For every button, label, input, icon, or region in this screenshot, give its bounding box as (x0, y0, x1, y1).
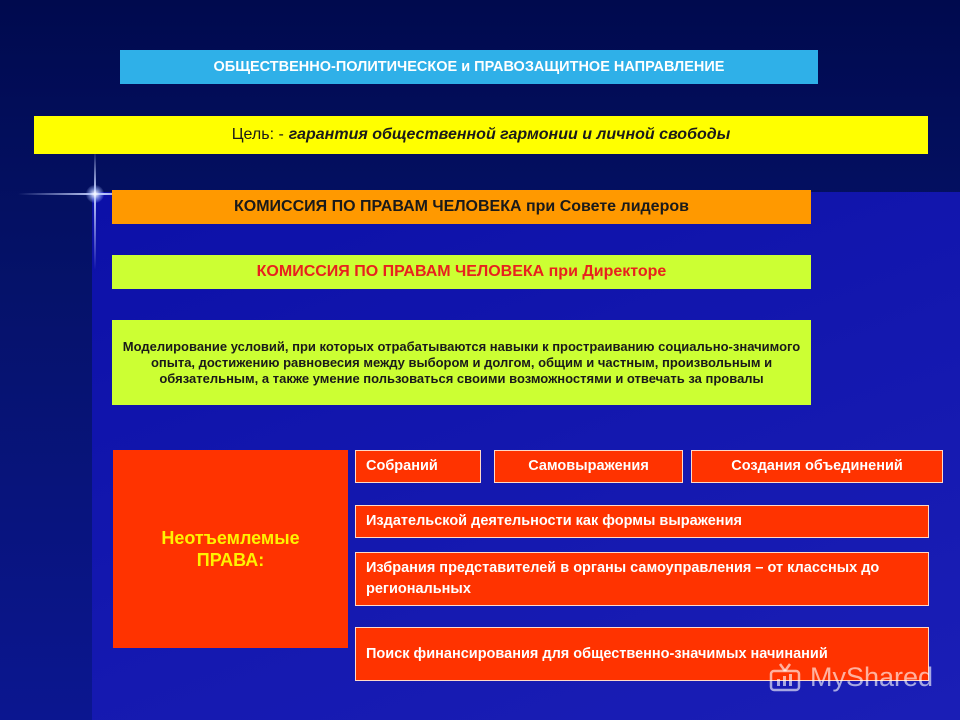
right-funding: Поиск финансирования для общественно-значимых начинаний (355, 627, 929, 681)
star-flare-vertical (94, 150, 96, 270)
commission-director: КОМИССИЯ ПО ПРАВАМ ЧЕЛОВЕКА при Директоре (112, 255, 811, 289)
star-icon (86, 185, 104, 203)
goal-banner (34, 116, 928, 154)
watermark (768, 660, 933, 694)
myshared-logo-icon (768, 662, 802, 692)
right-publishing: Издательской деятельности как формы выражения (355, 505, 929, 538)
commission-leaders: КОМИССИЯ ПО ПРАВАМ ЧЕЛОВЕКА при Совете лидеров (112, 190, 811, 224)
watermark-text: MyShared (810, 661, 934, 692)
inalienable-rights-label: Неотъемлемые ПРАВА: (113, 450, 348, 648)
right-association: Создания объединений (691, 450, 943, 483)
direction-title: ОБЩЕСТВЕННО-ПОЛИТИЧЕСКОЕ и ПРАВОЗАЩИТНОЕ НАПРАВЛЕНИЕ (120, 50, 818, 84)
right-election: Избрания представителей в органы самоуправления – от классных до региональных (355, 552, 929, 606)
right-assembly: Собраний (355, 450, 481, 483)
goal-text: гарантия общественной гармонии и личной свободы (288, 126, 731, 143)
goal-prefix: Цель: - (231, 126, 284, 143)
right-self-expression: Самовыражения (494, 450, 683, 483)
modeling-description: Моделирование условий, при которых отрабатываются навыки к простраиванию социально-значимого опыта, достижению равновесия между выбором и долгом, общим и частным, произвольным и обязательным, а также умение пользоваться своими возможностями и отвечать за провалы (112, 320, 811, 405)
